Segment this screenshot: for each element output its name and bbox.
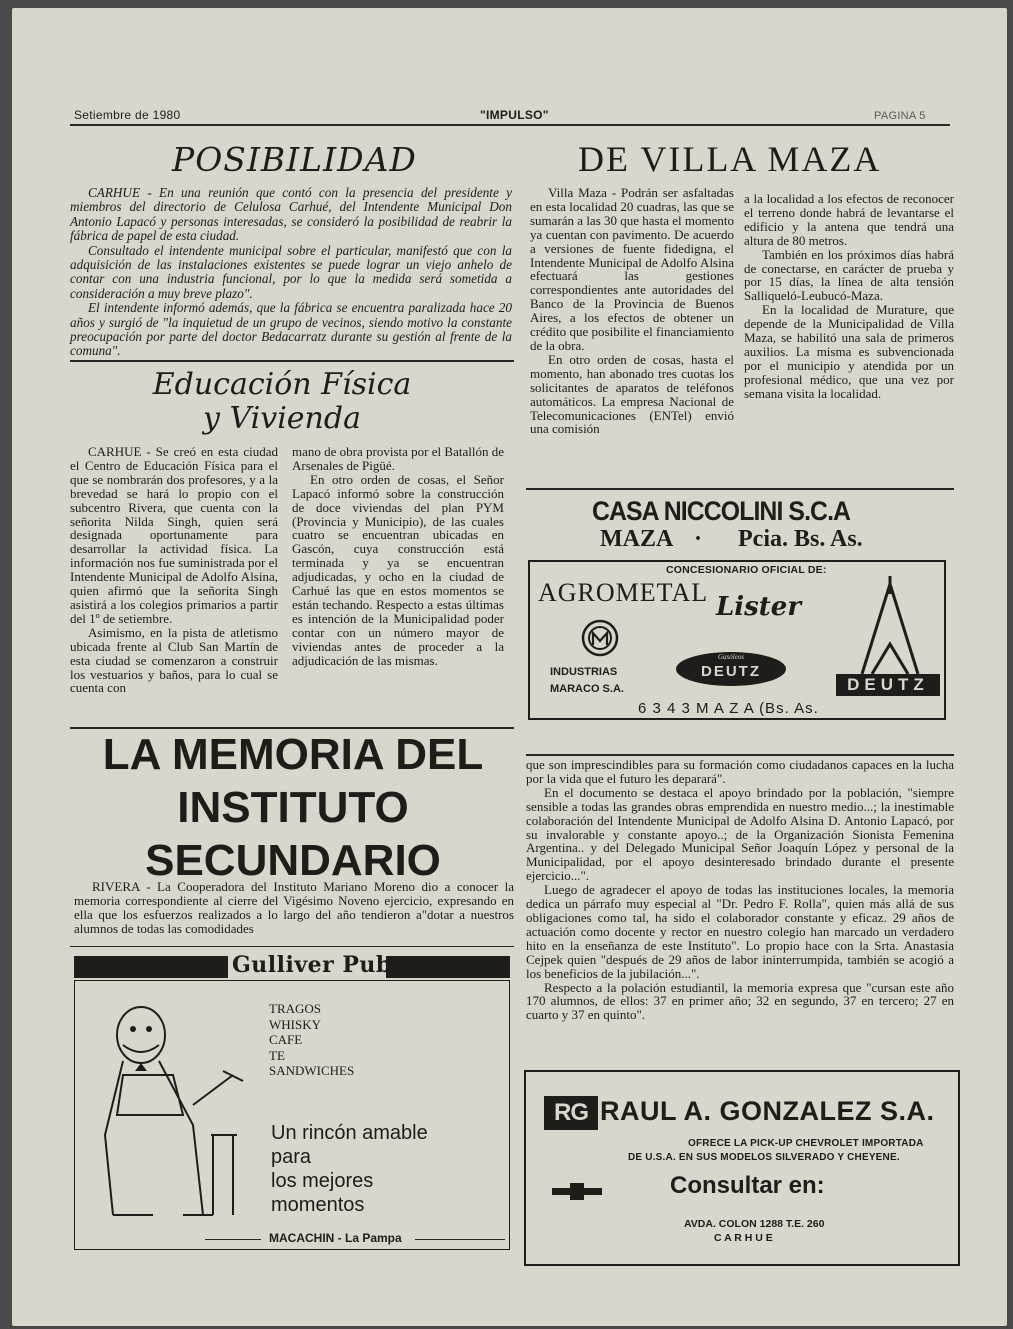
gulliver-bar-right (386, 956, 510, 978)
niccolini-ad-box (528, 560, 946, 720)
rg-logo: RG (544, 1096, 598, 1130)
gulliver-slogan-line-2: para (271, 1146, 312, 1168)
gulliver-menu-item: SANDWICHES (269, 1063, 355, 1078)
educacion-title (132, 368, 432, 436)
villa-maza-paragraph-5: En la localidad de Murature, que depende de la Municipalidad de Villa Maza, se habilitó una sala de primeros auxilios. La misma es subvencionada por el municipio y atendida por un profesional médico, que una vez por semana visita la localidad. (744, 302, 954, 401)
memoria-right-paragraph-4: Respecto a la polación estudiantil, la memoria expresa que "cursan este año 170 alumnos, de ellos: 37 en primer año; 32 en segundo, 37 en tercero; 27 en cuarto y 37 en quinto". (526, 979, 954, 1023)
educacion-column-2 (292, 445, 504, 668)
lister-logo: Lister (716, 592, 802, 622)
gulliver-name: Gulliver Pub (232, 952, 392, 978)
masthead-paper: "IMPULSO" (480, 108, 549, 122)
educacion-paragraph-3: mano de obra provista por el Batallón de Arsenales de Pigüé. (292, 444, 504, 473)
gulliver-slogan-line-1: Un rincón amable (271, 1122, 428, 1144)
niccolini-province: Pcia. Bs. As. (738, 526, 863, 552)
villa-maza-paragraph-1: Villa Maza - Podrán ser asfaltadas en esta localidad 20 cuadras, las que se sumarán a las 30 que hasta el momento ya cuentan con pavimento. De acuerdo a versiones de fuente fidedigna, el Intendente Municipal de Adolfo Alsina efectuará las gestiones correspondientes ante autoridades del Banco de la Provincia de Buenos Aires, a los efectos de obtener un crédito que posibilite el financiamiento de la obra. (530, 185, 734, 353)
memoria-right-paragraph-1: que son imprescindibles para su formación como ciudadanos capaces en la lucha por la vida que el futuro les deparará". (526, 757, 954, 786)
masthead-page: PAGINA 5 (874, 110, 926, 122)
gulliver-menu-item: WHISKY (269, 1016, 321, 1032)
deutz-oval (676, 652, 786, 686)
chevrolet-bowtie-icon (550, 1180, 604, 1202)
posibilidad-article (70, 186, 512, 359)
educacion-paragraph-1: CARHUE - Se creó en esta ciudad el Centro de Educación Física para el que se nombrarán dos profesores, y a la brevedad se hará lo propio con el subcentro Rivera, que cuenta con la señorita Nilda Singh, quien será designada oportunamente para desarrollar la actividad física. La información nos fue suministrada por el Intendente Municipal de Adolfo Alsina, quien afirmó que la señorita Singh asistirá a los colegios primarios a partir del 1º de setiembre. (70, 444, 278, 626)
gulliver-menu-item: CAFE (269, 1032, 303, 1047)
educacion-paragraph-4: En otro orden de cosas, el Señor Lapacó informó sobre la construcción de doce viviendas del plan PYM (Provincia y Municipio), de las cuales cuatro se encuentran ubicadas en Gascón, cuya construcción está terminada y ya se encuentran adjudicadas, y ocho en la ciudad de Carhué las que en estos momentos se están techando. Respecto a estas últimas es intención de la Municipalidad poder contar con un número mayor de viviendas antes de proceder a la adjudicación de las mismas. (292, 471, 504, 668)
posibilidad-paragraph-2: Consultado el intendente municipal sobre el particular, manifestó que con la adquisición de las instalaciones existentes se puede lograr un viejo anhelo de contar con una industria funcional, por lo que la medida será sometida a consideración a muy breve plazo". (70, 242, 512, 301)
maraco-logo-icon (580, 618, 620, 658)
villa-maza-column-2 (744, 192, 954, 401)
ad-top-rule (526, 488, 954, 490)
memoria-headline-line-2: INSTITUTO (177, 783, 409, 832)
niccolini-name: CASA NICCOLINI S.C.A (592, 496, 851, 526)
gulliver-footer: MACACHIN - La Pampa (265, 1231, 406, 1245)
villa-maza-paragraph-2: En otro orden de cosas, hasta el momento, han abonado tres cuotas los solicitantes de aparatos de teléfonos automáticos. La empresa Nacional de Telecomunicaciones (ENTel) envió una comisión (530, 351, 734, 437)
memoria-headline (76, 728, 510, 887)
educacion-title-line-2: y Vivienda (203, 401, 361, 436)
waiter-illustration-icon (83, 985, 263, 1235)
masthead-date: Setiembre de 1980 (74, 108, 181, 122)
maraco-label: MARACO S.A. (550, 683, 624, 695)
gulliver-slogan (271, 1121, 428, 1217)
gulliver-slogan-line-4: momentos (271, 1194, 365, 1216)
gonzalez-address: AVDA. COLON 1288 T.E. 260 (684, 1218, 825, 1230)
gonzalez-ad-box (524, 1070, 960, 1266)
gonzalez-city: C A R H U E (714, 1232, 773, 1244)
niccolini-separator: · (694, 526, 703, 552)
gonzalez-offer-line-2: DE U.S.A. EN SUS MODELOS SILVERADO Y CHEYENE. (628, 1152, 900, 1163)
gulliver-slogan-line-3: los mejores (271, 1170, 374, 1192)
posibilidad-paragraph-1: CARHUE - En una reunión que contó con la presencia del presidente y miembros del directorio de Celulosa Carhué, del Intendente Municipal Don Antonio Lapacó y personas interesadas, se consideró la posibilidad de reabrir la fábrica de papel de esta ciudad. (70, 185, 512, 244)
gonzalez-name: RAUL A. GONZALEZ S.A. (600, 1096, 935, 1126)
masthead-rule (70, 124, 950, 126)
industrias-label: INDUSTRIAS (550, 666, 618, 678)
deutz-oval-text: DEUTZ (701, 663, 761, 680)
villa-maza-title: DE VILLA MAZA (578, 139, 882, 179)
memoria-lead (74, 880, 514, 936)
villa-maza-paragraph-4: También en los próximos días habrá de conectarse, en carácter de prueba y por 15 días, la línea de alta tensión Salliqueló-Leubucó-Maza. (744, 246, 954, 304)
gulliver-menu-item: TRAGOS (269, 1001, 322, 1016)
posibilidad-title: POSIBILIDAD (172, 140, 417, 179)
memoria-right-column (526, 758, 954, 1022)
newspaper-page (12, 8, 1007, 1326)
villa-maza-column-1 (530, 186, 734, 436)
memoria-right-paragraph-2: En el documento se destaca el apoyo brindado por la población, "siempre sensible a todas las grandes obras emprendida en nuestro medio...; la inestimable colaboración del Intendente Municipal de Adolfo Alsina D. Antonio Lapacó, por su invalorable y constante apoyo..; de la Organización Sionista Femenina Argentina.. y del Delegado Municipal Señor Joaquín López y personal de la Municipalidad, por el apoyo desinteresado brindado durante el presente ejercicio...". (526, 784, 954, 884)
deutz-big-label: DEUTZ (836, 674, 940, 696)
niccolini-address: 6 3 4 3 M A Z A (Bs. As. (638, 700, 819, 717)
section-divider (70, 360, 514, 362)
gulliver-menu-item: TE (269, 1047, 285, 1063)
memoria-right-paragraph-3: Luego de agradecer el apoyo de todas las instituciones locales, la memoria dedica un párrafo muy especial al "Dr. Pedro F. Rolla", quien más allá de sus obligaciones como tal, ha sido el colaborador constante y eficaz. 29 años de actuación como docente y rector en nuestro colegio han marcado un verdadero hito en la enseñanza de este Instituto". Lo propio hace con la Srta. Anastasia Cejpek quien "después de 29 años de labor ininterrumpida, también se acogió a los beneficios de la jubilación...". (526, 882, 954, 981)
memoria-headline-line-3: SECUNDARIO (145, 836, 441, 885)
gulliver-menu (269, 1001, 354, 1079)
memoria-headline-line-1: LA MEMORIA DEL (102, 730, 484, 779)
niccolini-city: MAZA (600, 526, 674, 552)
gulliver-rule (70, 946, 514, 947)
memoria-lead-paragraph: RIVERA - La Cooperadora del Instituto Mariano Moreno dio a conocer la memoria correspondiente al cierre del Vigésimo Noveno ejercicio, expresando en ella que los esfuerzos realizados a lo largo del año tendieron a"dotar a nuestros alumnos de todas las comodidades (74, 879, 514, 936)
gonzalez-offer-line-1: OFRECE LA PICK-UP CHEVROLET IMPORTADA (688, 1138, 924, 1149)
gulliver-footer-rule-right (415, 1239, 505, 1240)
educacion-paragraph-2: Asimismo, en la pista de atletismo ubicada frente al Club San Martín de esta ciudad se comenzaron a construir los vestuarios y baños, para lo cual se cuenta con (70, 624, 278, 696)
gulliver-footer-rule-left (205, 1239, 261, 1240)
memoria-right-rule (526, 754, 954, 756)
deutz-oval-tag: Gasóleos (717, 653, 745, 661)
educacion-title-line-1: Educación Física (152, 367, 412, 402)
concesionario-label: CONCESIONARIO OFICIAL DE: (666, 564, 827, 576)
villa-maza-paragraph-3: a la localidad a los efectos de reconocer el terreno donde habrá de levantarse el edificio y la antena que tendrá una altura de 80 metros. (744, 191, 954, 248)
posibilidad-paragraph-3: El intendente informó además, que la fábrica se encuentra paralizada hace 20 años y surgió de "la inquietud de un grupo de vecinos, siendo motivo la constante preocupación por parte del doctor Bedacarratz durante su gestión al frente de la comuna". (70, 300, 512, 359)
gonzalez-consult: Consultar en: (670, 1172, 825, 1199)
agrometal-logo: AGROMETAL (538, 578, 709, 607)
educacion-column-1 (70, 445, 278, 695)
gulliver-ad-box (74, 980, 510, 1250)
gulliver-bar-left (74, 956, 228, 978)
